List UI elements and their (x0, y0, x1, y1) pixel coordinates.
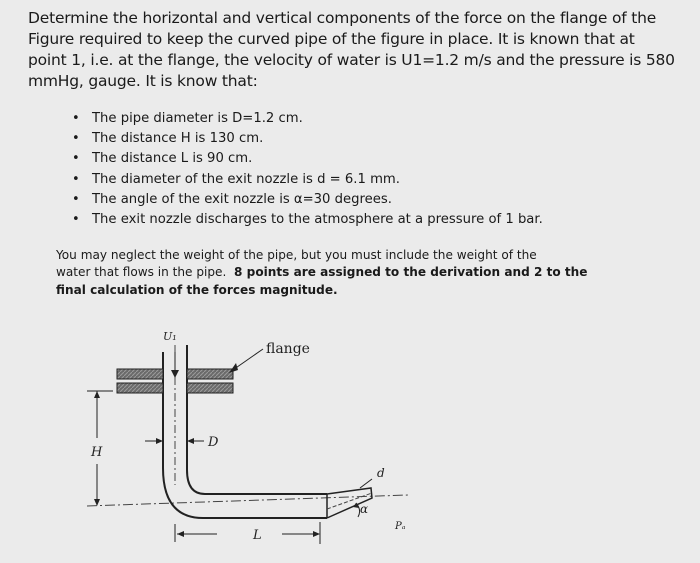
h-label: H (91, 445, 103, 460)
flange-left-lower (117, 383, 163, 393)
given-nozzle-diameter: • The diameter of the exit nozzle is d = 6.1 mm. (72, 170, 632, 190)
problem-line-4: mmHg, gauge. It is know that: (28, 72, 258, 90)
flange-leader-arrow (229, 363, 238, 373)
given-distance-l: • The distance L is 90 cm. (72, 149, 632, 169)
h-dim-top-arrow (94, 391, 100, 398)
flange-label: flange (266, 341, 310, 357)
flange-left-upper (117, 369, 163, 379)
problem-line-1: Determine the horizontal and vertical components of the force on the flange of the (28, 9, 657, 27)
l-label: L (253, 528, 262, 543)
d-dim-right-arrow (187, 438, 194, 444)
note-line-1: You may neglect the weight of the pipe, but you must include the weight of the (56, 248, 537, 262)
pipe-bend-inner (187, 470, 327, 494)
given-distance-h: • The distance H is 130 cm. (72, 129, 632, 149)
note-points-bold-1: 8 points are assigned to the derivation and 2 to the (234, 265, 588, 280)
flange-right-upper (187, 369, 233, 379)
flange-right-lower (187, 383, 233, 393)
d-label: D (208, 435, 219, 450)
nozzle-diameter-label: d (377, 466, 385, 480)
note-line-2-text: water that flows in the pipe. (56, 265, 227, 280)
atmospheric-pressure-label: Pₐ (395, 521, 406, 532)
h-dim-bottom-arrow (94, 499, 100, 506)
d-dim-left-arrow (156, 438, 163, 444)
given-exit-pressure: • The exit nozzle discharges to the atmosphere at a pressure of 1 bar. (72, 210, 632, 230)
u1-arrow-head (171, 370, 179, 378)
problem-line-2: Figure required to keep the curved pipe of the figure in place. It is known that at (28, 30, 635, 48)
u1-label: U₁ (163, 330, 177, 343)
note-points-bold-2: final calculation of the forces magnitude. (56, 282, 338, 297)
l-dim-left-arrow (177, 531, 184, 537)
given-nozzle-angle: • The angle of the exit nozzle is α=30 degrees. (72, 190, 632, 210)
alpha-label: α (360, 502, 369, 516)
l-dim-right-arrow (313, 531, 320, 537)
given-pipe-diameter: • The pipe diameter is D=1.2 cm. (72, 109, 632, 129)
problem-line-3: point 1, i.e. at the flange, the velocity of water is U1=1.2 m/s and the pressure is 580 (28, 51, 675, 69)
nozzle-leader-line (360, 479, 372, 488)
